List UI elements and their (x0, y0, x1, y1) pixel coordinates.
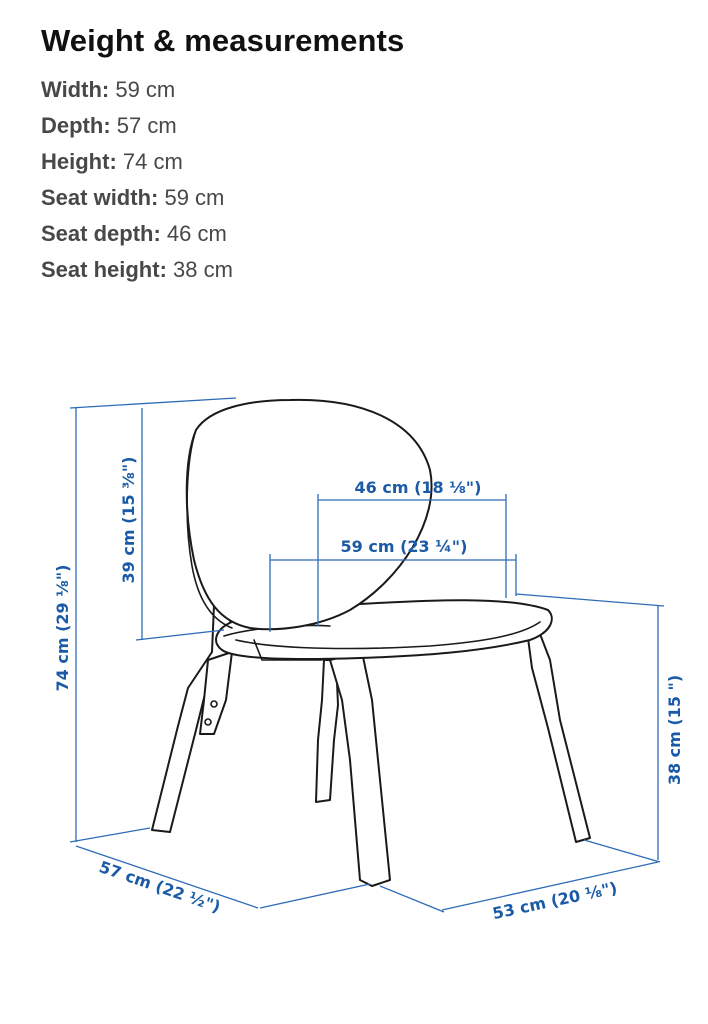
total-height-tick-top (70, 398, 236, 408)
spec-list (41, 72, 233, 288)
chair-dimension-diagram (0, 380, 708, 980)
backrest (187, 400, 432, 629)
base-width-tick-mid (380, 886, 444, 912)
spec-seat-depth (41, 216, 233, 252)
spec-value: 74 cm (116, 149, 183, 174)
backrest-height-label: 39 cm (15 ⅜") (119, 456, 138, 584)
spec-value: 38 cm (166, 257, 233, 282)
spec-value: 59 cm (158, 185, 225, 210)
rear-inner-leg (316, 660, 338, 802)
spec-label: Seat depth: (41, 221, 161, 246)
base-width-label: 53 cm (20 ⅛") (490, 878, 619, 924)
spec-depth (41, 108, 233, 144)
page-title: Weight & measurements (41, 22, 405, 58)
seat-depth-label: 46 cm (18 ⅛") (354, 478, 482, 497)
base-width-tick-right (584, 840, 660, 862)
front-leg (330, 652, 390, 886)
depth-label: 57 cm (22 ½") (96, 857, 223, 917)
total-height-tick-bottom (70, 828, 150, 842)
spec-value: 59 cm (109, 77, 176, 102)
spec-label: Width: (41, 77, 110, 102)
total-height-label: 74 cm (29 ⅛") (53, 564, 72, 692)
spec-label: Seat width: (41, 185, 159, 210)
right-leg (528, 634, 590, 842)
spec-height (41, 144, 233, 180)
seat-width-label: 59 cm (23 ¼") (340, 537, 468, 556)
spec-width (41, 72, 233, 108)
base-width-tick-left (260, 884, 370, 908)
spec-label: Height: (41, 149, 117, 174)
seat-height-tick-top (516, 594, 664, 606)
spec-label: Seat height: (41, 257, 167, 282)
spec-label: Depth: (41, 113, 111, 138)
backrest-height-tick-bottom (136, 630, 224, 640)
seat-height-label: 38 cm (15 ") (665, 674, 684, 786)
spec-seat-height (41, 252, 233, 288)
spec-value: 57 cm (110, 113, 177, 138)
chair-illustration (152, 400, 590, 886)
spec-seat-width (41, 180, 233, 216)
spec-value: 46 cm (160, 221, 227, 246)
